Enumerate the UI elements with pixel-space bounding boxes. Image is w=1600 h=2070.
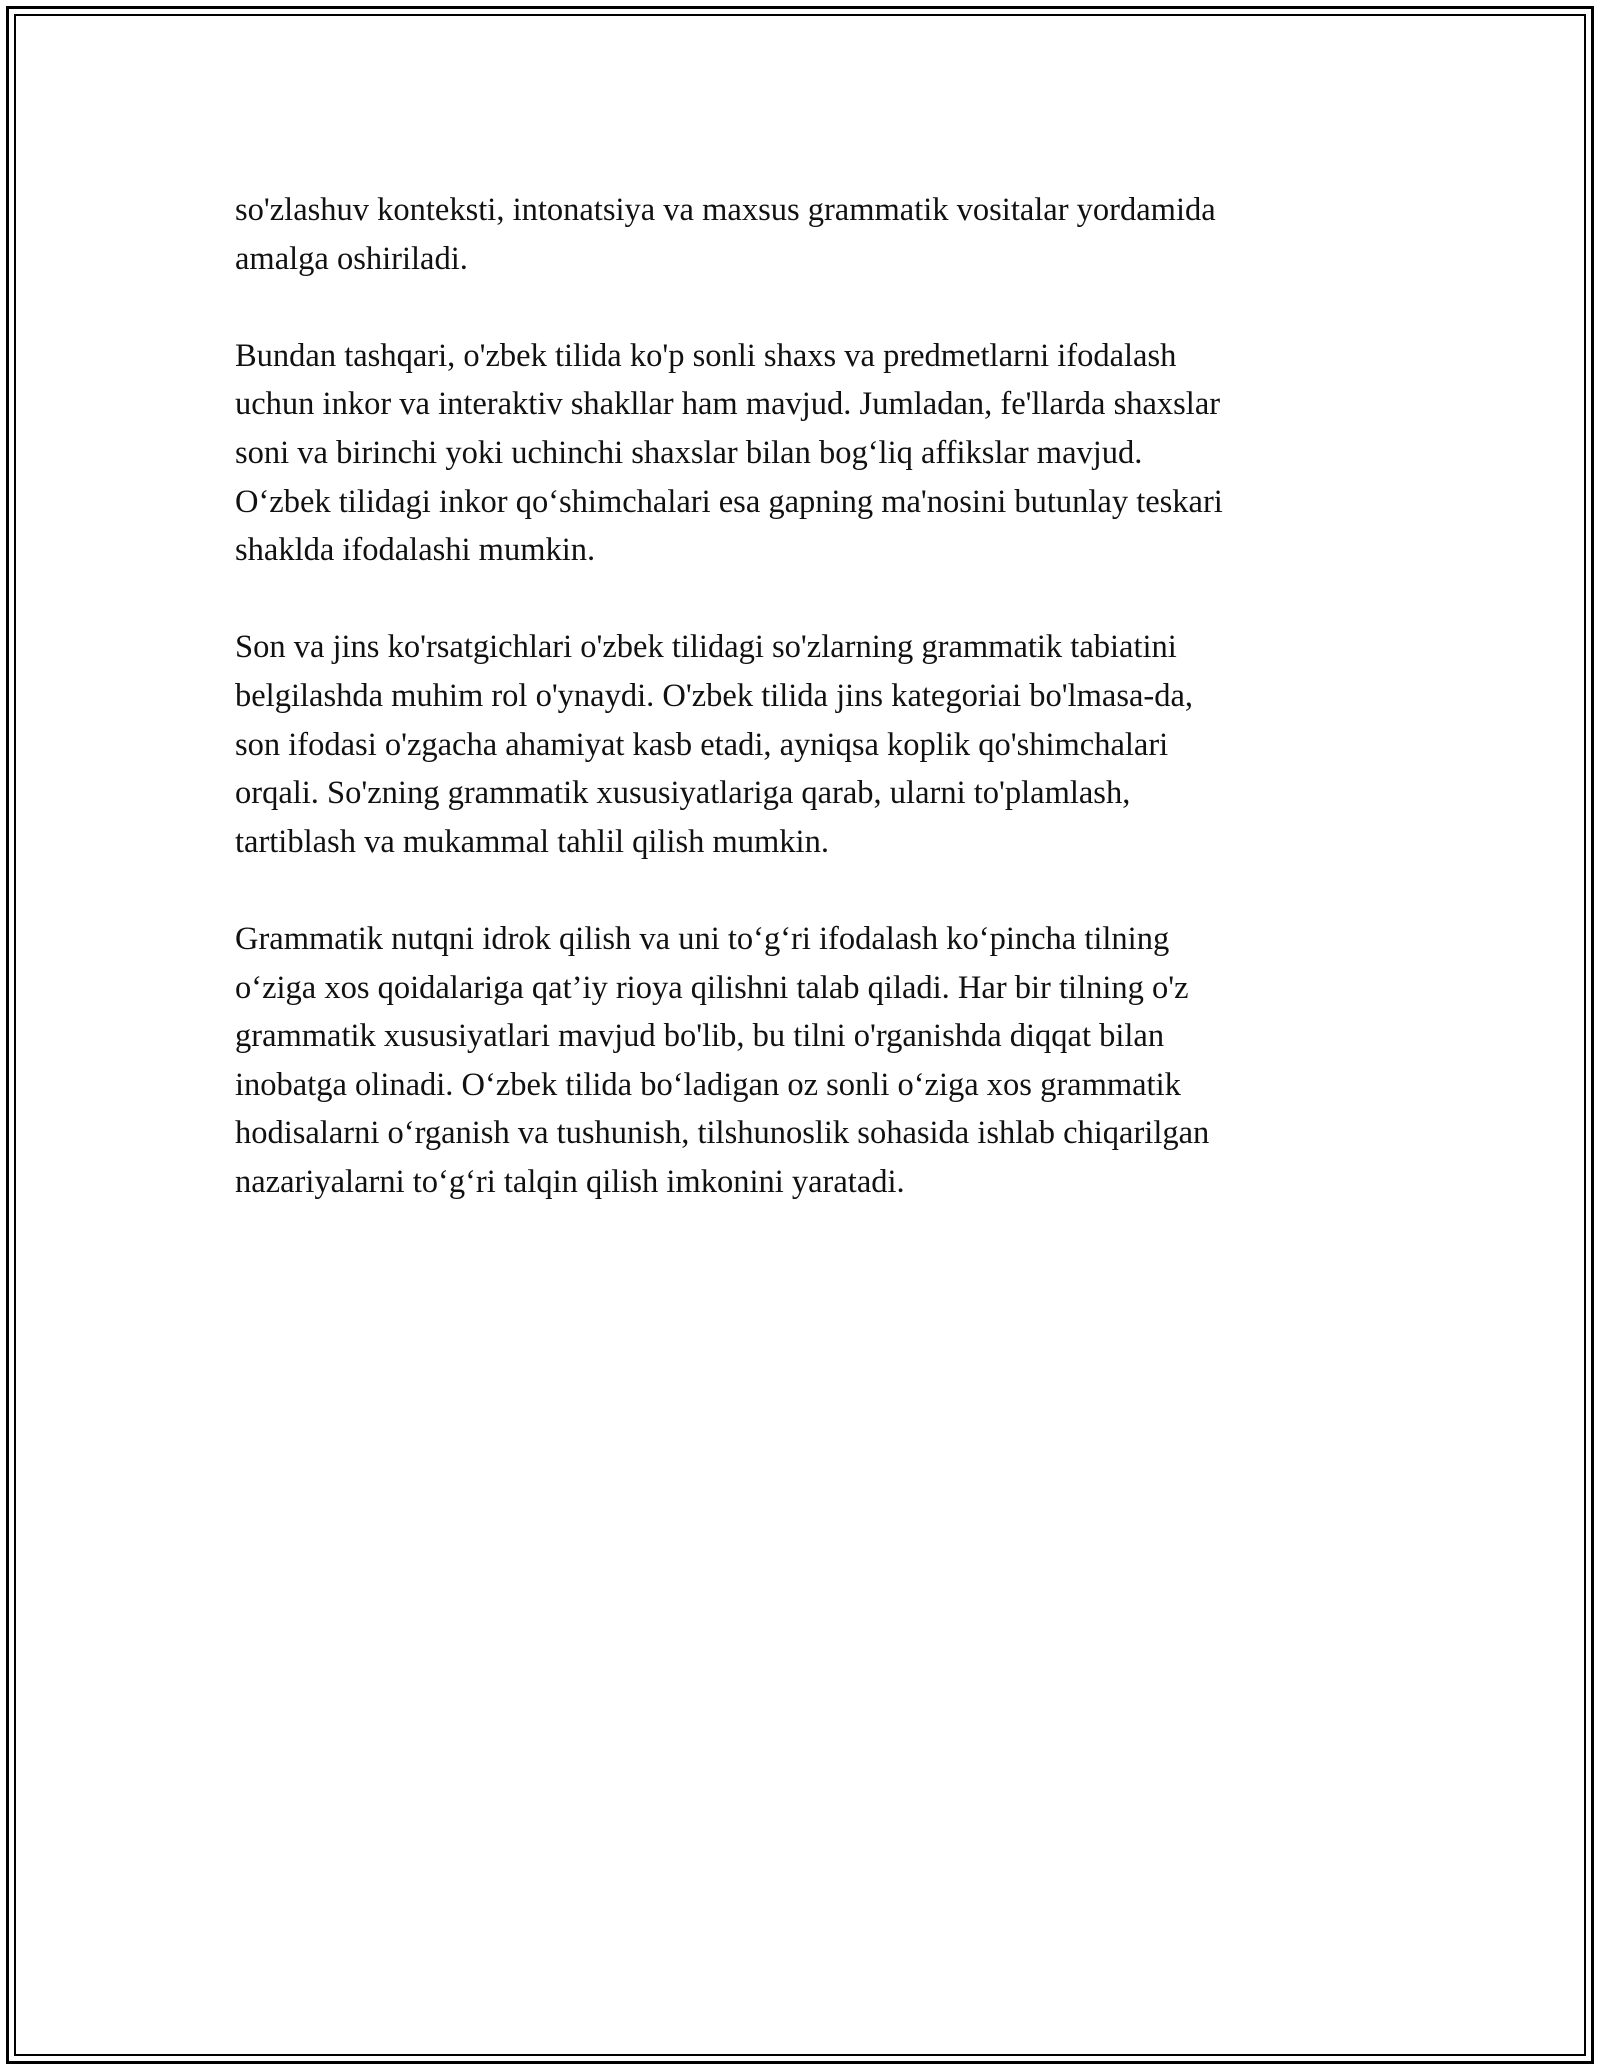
paragraph-line: belgilashda muhim rol o'ynaydi. O'zbek tilida jins kategoriai bo'lmasa-da, <box>235 677 1194 714</box>
paragraph-line: Bundan tashqari, o'zbek tilida ko'p sonli shaxs va predmetlarni ifodalash <box>235 337 1177 374</box>
paragraph-1 <box>235 186 1365 283</box>
paragraph-line: hodisalarni o‘rganish va tushunish, tilshunoslik sohasida ishlab chiqarilgan <box>235 1115 1210 1152</box>
paragraph-line: Son va jins ko'rsatgichlari o'zbek tilidagi so'zlarning grammatik tabiatini <box>235 629 1177 666</box>
paragraph-line: uchun inkor va interaktiv shakllar ham mavjud. Jumladan, fe'llarda shaxslar <box>235 386 1221 423</box>
paragraph-line: soni va birinchi yoki uchinchi shaxslar bilan bog‘liq affikslar mavjud. <box>235 434 1143 471</box>
paragraph-line: orqali. So'zning grammatik xususiyatlariga qarab, ularni to'plamlash, <box>235 775 1131 812</box>
paragraph-line: son ifodasi o'zgacha ahamiyat kasb etadi, ayniqsa koplik qo'shimchalari <box>235 726 1169 763</box>
paragraph-line: Grammatik nutqni idrok qilish va uni to‘g‘ri ifodalash ko‘pincha tilning <box>235 920 1170 957</box>
document-body <box>235 186 1365 1255</box>
paragraph-3 <box>235 623 1365 866</box>
paragraph-line: O‘zbek tilidagi inkor qo‘shimchalari esa gapning ma'nosini butunlay teskari <box>235 483 1223 520</box>
paragraph-line: shaklda ifodalashi mumkin. <box>235 532 596 569</box>
paragraph-line: inobatga olinadi. O‘zbek tilida bo‘ladigan oz sonli o‘ziga xos grammatik <box>235 1066 1181 1103</box>
paragraph-line: grammatik xususiyatlari mavjud bo'lib, bu tilni o'rganishda diqqat bilan <box>235 1018 1165 1055</box>
paragraph-line: o‘ziga xos qoidalariga qat’iy rioya qilishni talab qiladi. Har bir tilning o'z <box>235 969 1189 1006</box>
paragraph-line: nazariyalarni to‘g‘ri talqin qilish imkonini yaratadi. <box>235 1163 905 1200</box>
paragraph-line: tartiblash va mukammal tahlil qilish mumkin. <box>235 823 829 860</box>
paragraph-line: amalga oshiriladi. <box>235 240 468 277</box>
paragraph-2 <box>235 332 1365 575</box>
paragraph-4 <box>235 915 1365 1207</box>
paragraph-line: so'zlashuv konteksti, intonatsiya va maxsus grammatik vositalar yordamida <box>235 192 1216 228</box>
